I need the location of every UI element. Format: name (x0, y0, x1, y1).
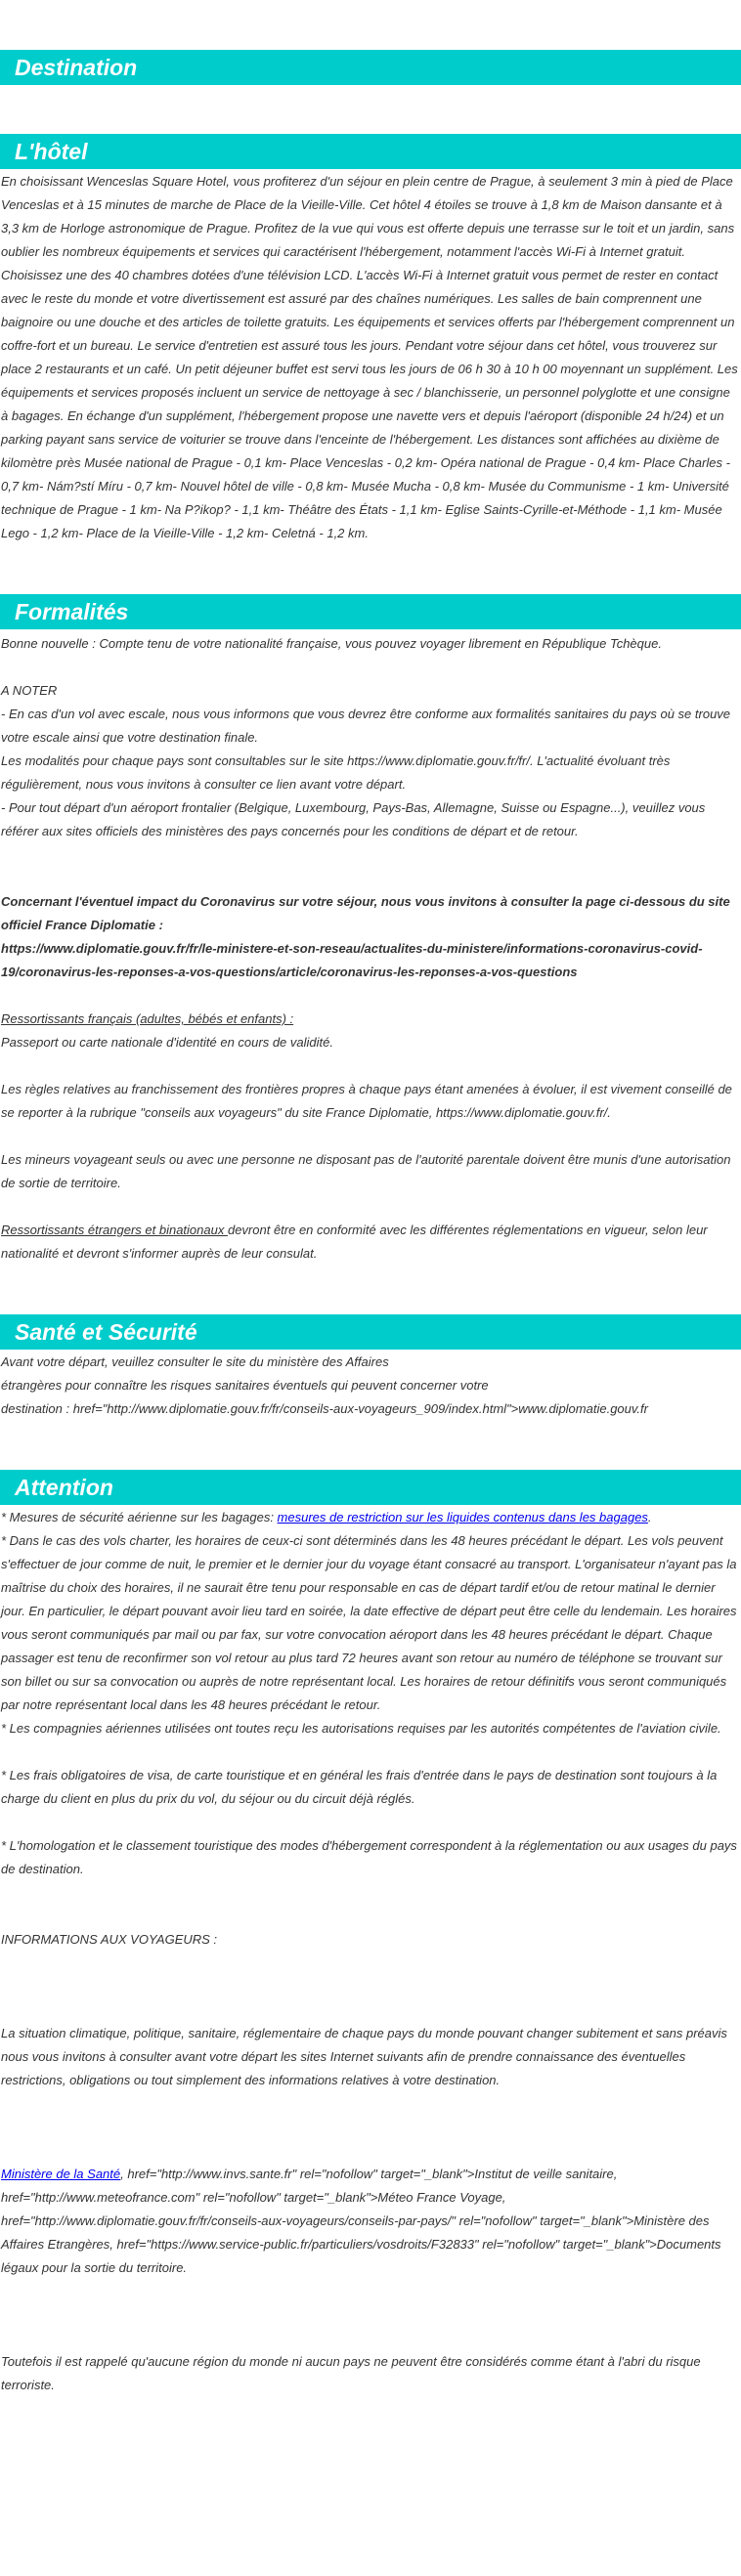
sante-title: Santé et Sécurité (15, 1319, 197, 1345)
covid-link: https://www.diplomatie.gouv.fr/fr/le-ministere-et-son-reseau/actualites-du-ministere/informations-coronavirus-covid-19/coronavirus-les-reponses-a-vos-questions/article/coronavirus-les-reponses-a-vos-questions (1, 941, 703, 979)
attention-header (0, 1470, 741, 1505)
covid-notice (1, 890, 738, 984)
hotel-header (0, 134, 741, 169)
minors-text: Les mineurs voyageant seuls ou avec une personne ne disposant pas de l'autorité parentale doivent être munis d'une autorisation de sortie de territoire. (1, 1152, 731, 1190)
fr-nationals-title: Ressortissants français (adultes, bébés et enfants) : (1, 1011, 294, 1026)
sante-section (0, 1351, 741, 1421)
homologation-notice: * L'homologation et le classement touristique des modes d'hébergement correspondent à la réglementation ou aux usages du pays de destination. (1, 1838, 737, 1876)
foreign-nationals-text: devront être en conformité avec les différentes réglementations en vigueur, selon leur nationalité et devront s'informer auprès de leur consulat. (1, 1223, 708, 1261)
attention-title: Attention (15, 1475, 113, 1500)
note-aeroport-frontalier: - Pour tout départ d'un aéroport frontalier (Belgique, Luxembourg, Pays-Bas, Allemagne, Suisse ou Espagne...), veuillez vous référer aux sites officiels des ministères des pays concernés pour les conditions de départ et de retour. (1, 800, 706, 838)
destination-header (0, 50, 741, 85)
bagages-notice (1, 1506, 738, 1529)
formalites-intro: Bonne nouvelle : Compte tenu de votre nationalité française, vous pouvez voyager librement en République Tchèque. (1, 636, 662, 651)
useful-links-text: , href="http://www.invs.sante.fr" rel="nofollow" target="_blank">Institut de veille sanitaire, href="http://www.meteofrance.com" rel="nofollow" target="_blank">Méteo France Voyage, href="http://www.diplomatie.gouv.fr/fr/conseils-aux-voyageurs/conseils-par-pays/" rel="nofollow" target="_blank">Ministère des Affaires Etrangères, href="https://www.service-public.fr/particuliers/vosdroits/F32833" rel="nofollow" target="_blank">Documents légaux pour la sortie du territoire. (1, 2167, 721, 2275)
frais-notice: * Les frais obligatoires de visa, de carte touristique et en général les frais d'entrée dans le pays de destination sont toujours à la charge du client en plus du prix du vol, du séjour ou du circuit déjà réglés. (1, 1768, 718, 1806)
bagages-prefix: * Mesures de sécurité aérienne sur les bagages: (1, 1510, 278, 1524)
situation-line-1: La situation climatique, politique, sanitaire, réglementaire de chaque pays du monde pouvant changer subitement et sans préavis (1, 2026, 727, 2040)
useful-links (1, 2163, 738, 2280)
ministere-sante-link[interactable]: Ministère de la Santé (1, 2167, 121, 2181)
hotel-title: L'hôtel (15, 139, 88, 164)
covid-notice-text: Concernant l'éventuel impact du Coronavirus sur votre séjour, nous vous invitons à consulter la page ci-dessous du site officiel France Diplomatie : (1, 894, 730, 932)
formalites-header (0, 594, 741, 629)
infos-voyageurs-title: INFORMATIONS AUX VOYAGEURS : (1, 1932, 218, 1947)
sante-line-3: destination : href="http://www.diplomatie.gouv.fr/fr/conseils-aux-voyageurs_909/index.html">www.diplomatie.gouv.fr (1, 1401, 648, 1416)
hotel-section (0, 170, 741, 545)
formalites-section (0, 632, 741, 1266)
foreign-nationals (1, 1219, 738, 1266)
bagages-suffix: . (647, 1510, 652, 1524)
note-escale: - En cas d'un vol avec escale, nous vous informons que vous devrez être conforme aux formalités sanitaires du pays où se trouve votre escale ainsi que votre destination finale. (1, 707, 731, 745)
horaires-notice: * Dans le cas des vols charter, les horaires de ceux-ci sont déterminés dans les 48 heures précédant le départ. Les vols peuvent s'effectuer de jour comme de nuit, le premier et le dernier jour du voyage étant consacré au transport. L'organisateur n'ayant pas la maîtrise du choix des horaires, il ne saurait être tenu pour responsable en cas de départ tardif et/ou de retour matinal le dernier jour. En particulier, le départ pouvant avoir lieu tard en soirée, la date effective de départ peut être celle du lendemain. Les horaires vous seront communiqués par mail ou par fax, sur votre convocation aéroport dans les 48 heures précédant le départ. Chaque passager est tenu de reconfirmer son vol retour au plus tard 72 heures avant son retour au numéro de téléphone se trouvant sur son billet ou sur sa convocation ou auprès de notre représentant local. Les horaires de retour définitifs vous seront communiqués par notre représentant local dans les 48 heures précédant le retour. (1, 1533, 737, 1712)
formalites-title: Formalités (15, 599, 129, 624)
hotel-description: En choisissant Wenceslas Square Hotel, vous profiterez d'un séjour en plein centre de Prague, à seulement 3 min à pied de Place Venceslas et à 15 minutes de marche de Place de la Vieille-Ville. Cet hôtel 4 étoiles se trouve à 1,8 km de Maison dansante et à 3,3 km de Horloge astronomique de Prague. Profitez de la vue qui vous est offerte depuis une terrasse sur le toit et un jardin, sans oublier les nombreux équipements et services qui caractérisent l'hébergement, notamment l'accès Wi-Fi à Internet gratuit. Choisissez une des 40 chambres dotées d'une télévision LCD. L'accès Wi-Fi à Internet gratuit vous permet de rester en contact avec le reste du monde et votre divertissement est assuré par des chaînes numériques. Les salles de bain comprennent une baignoire ou une douche et des articles de toilette gratuits. Les équipements et services offerts par l'hébergement comprennent un coffre-fort et un bureau. Le service d'entretien est assuré tous les jours. Pendant votre séjour dans cet hôtel, vous trouverez sur place 2 restaurants et un café. Un petit déjeuner buffet est servi tous les jours de 06 h 30 à 10 h 00 moyennant un supplément. Les équipements et services proposés incluent un service de nettoyage à sec / blanchisserie, un personnel polyglotte et une consigne à bagages. En échange d'un supplément, l'hébergement propose une navette vers et depuis l'aéroport (disponible 24 h/24) et un parking payant sans service de voiturier se trouve dans l'enceinte de l'hébergement. Les distances sont affichées au dixième de kilomètre près Musée national de Prague - 0,1 km- Place Venceslas - 0,2 km- Opéra national de Prague - 0,4 km- Place Charles - 0,7 km- Nám?stí Míru - 0,7 km- Nouvel hôtel de ville - 0,8 km- Musée Mucha - 0,8 km- Musée du Communisme - 1 km- Université technique de Prague - 1 km- Na P?ikop? - 1,1 km- Théâtre des États - 1,1 km- Eglise Saints-Cyrille-et-Méthode - 1,1 km- Musée Lego - 1,2 km- Place de la Vieille-Ville - 1,2 km- Celetná - 1,2 km. (1, 174, 738, 540)
terrorisme-notice: Toutefois il est rappelé qu'aucune région du monde ni aucun pays ne peuvent être considérés comme étant à l'abri du risque terroriste. (1, 2354, 701, 2392)
note-title: A NOTER (1, 683, 58, 698)
sante-header (0, 1314, 741, 1350)
note-modalites: Les modalités pour chaque pays sont consultables sur le site https://www.diplomatie.gouv.fr/fr/. L'actualité évoluant très régulièrement, nous vous invitons à consulter ce lien avant votre départ. (1, 753, 671, 792)
sante-line-1: Avant votre départ, veuillez consulter le site du ministère des Affaires (1, 1354, 389, 1369)
sante-line-2: étrangères pour connaître les risques sanitaires éventuels qui peuvent concerner votre (1, 1378, 489, 1393)
border-rules: Les règles relatives au franchissement des frontières propres à chaque pays étant amenées à évoluer, il est vivement conseillé de se reporter à la rubrique "conseils aux voyageurs" du site France Diplomatie, https://www.diplomatie.gouv.fr/. (1, 1082, 732, 1120)
attention-section (0, 1506, 741, 2397)
compagnies-notice: * Les compagnies aériennes utilisées ont toutes reçu les autorisations requises par les autorités compétentes de l'aviation civile. (1, 1721, 721, 1736)
situation-line-2: nous vous invitons à consulter avant votre départ les sites Internet suivants afin de prendre connaissance des éventuelles restrictions, obligations ou tout simplement des informations relatives à votre destination. (1, 2049, 686, 2087)
fr-nationals-text: Passeport ou carte nationale d'identité en cours de validité. (1, 1035, 333, 1050)
foreign-nationals-title: Ressortissants étrangers et binationaux (1, 1223, 228, 1237)
bagages-restriction-link[interactable]: mesures de restriction sur les liquides contenus dans les bagages (277, 1510, 648, 1524)
destination-title: Destination (15, 55, 138, 80)
